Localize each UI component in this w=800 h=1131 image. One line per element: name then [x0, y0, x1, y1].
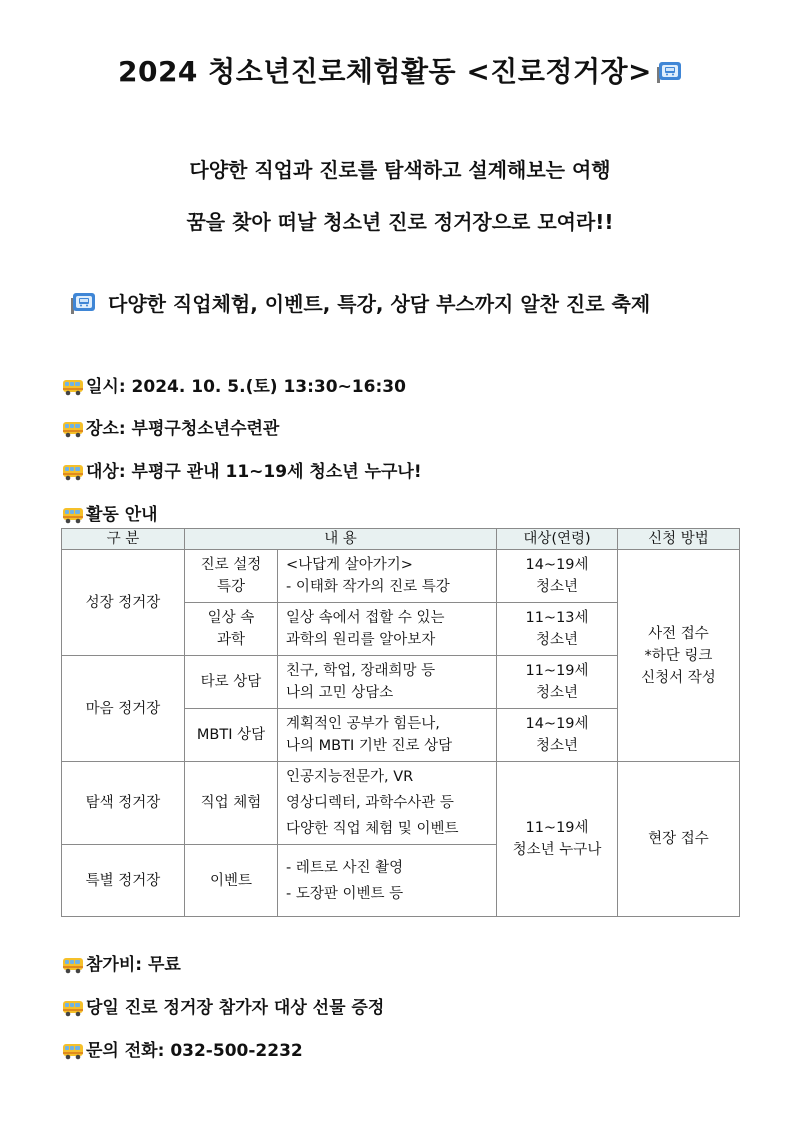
program-cell: MBTI 상담 — [185, 709, 278, 762]
activity-heading — [62, 500, 158, 525]
target-text: 대상: 부평구 관내 11~19세 청소년 누구나! — [86, 462, 422, 482]
apply-cell: 사전 접수 *하단 링크 신청서 작성 — [618, 550, 740, 762]
place-text: 장소: 부평구청소년수련관 — [86, 419, 280, 439]
age-cell: 11~13세 청소년 — [497, 603, 618, 656]
header-category: 구 분 — [62, 529, 185, 550]
age-cell: 11~19세 청소년 누구나 — [497, 762, 618, 917]
content-cell: 계획적인 공부가 힘든나, 나의 MBTI 기반 진로 상담 — [278, 709, 497, 762]
subtitle-1: 다양한 직업과 진로를 탐색하고 설계해보는 여행 — [189, 158, 611, 182]
header-apply: 신청 방법 — [618, 529, 740, 550]
age-cell: 11~19세 청소년 — [497, 656, 618, 709]
table-row — [62, 550, 740, 603]
bus-icon — [62, 506, 84, 524]
subtitle-2: 꿈을 찾아 떠날 청소년 진로 정거장으로 모여라!! — [186, 210, 614, 234]
apply-cell: 현장 접수 — [618, 762, 740, 917]
date-text: 일시: 2024. 10. 5.(토) 13:30~16:30 — [86, 377, 406, 397]
table-header-row — [62, 529, 740, 550]
bus-icon — [62, 420, 84, 438]
program-cell: 이벤트 — [185, 845, 278, 917]
table-row — [62, 762, 740, 845]
bus-icon — [62, 463, 84, 481]
bus-icon — [62, 378, 84, 396]
activity-heading-text: 활동 안내 — [86, 505, 158, 525]
category-cell: 탐색 정거장 — [62, 762, 185, 845]
content-cell: - 레트로 사진 촬영 - 도장판 이벤트 등 — [278, 845, 497, 917]
bus-icon — [62, 999, 84, 1017]
phone-text: 문의 전화: 032-500-2232 — [86, 1041, 303, 1061]
category-cell: 특별 정거장 — [62, 845, 185, 917]
bus-stop-icon — [656, 61, 682, 83]
bus-icon — [62, 956, 84, 974]
gift-text: 당일 진로 정거장 참가자 대상 선물 증정 — [86, 998, 385, 1018]
festival-text: 다양한 직업체험, 이벤트, 특강, 상담 부스까지 알찬 진로 축제 — [108, 292, 651, 316]
page-title — [0, 50, 800, 90]
fee-text: 참가비: 무료 — [86, 955, 181, 975]
title-text: 2024 청소년진로체험활동 <진로정거장> — [117, 55, 653, 88]
info-fee — [62, 950, 181, 975]
program-cell: 타로 상담 — [185, 656, 278, 709]
info-place — [62, 414, 279, 439]
category-cell: 성장 정거장 — [62, 550, 185, 656]
info-phone — [62, 1036, 303, 1061]
age-cell: 14~19세 청소년 — [497, 709, 618, 762]
content-cell: <나답게 살아가기> - 이태화 작가의 진로 특강 — [278, 550, 497, 603]
bus-icon — [62, 1042, 84, 1060]
program-cell: 직업 체험 — [185, 762, 278, 845]
info-target — [62, 457, 422, 482]
age-cell: 14~19세 청소년 — [497, 550, 618, 603]
bus-stop-icon — [70, 292, 96, 314]
activity-table — [61, 528, 740, 917]
content-cell: 친구, 학업, 장래희망 등 나의 고민 상담소 — [278, 656, 497, 709]
header-content: 내 용 — [185, 529, 497, 550]
info-gift — [62, 993, 384, 1018]
info-date — [62, 372, 406, 397]
festival-line — [70, 288, 650, 317]
content-cell: 인공지능전문가, VR 영상디렉터, 과학수사관 등 다양한 직업 체험 및 이벤트 — [278, 762, 497, 845]
program-cell: 진로 설정 특강 — [185, 550, 278, 603]
program-cell: 일상 속 과학 — [185, 603, 278, 656]
category-cell: 마음 정거장 — [62, 656, 185, 762]
header-age: 대상(연령) — [497, 529, 618, 550]
content-cell: 일상 속에서 접할 수 있는 과학의 원리를 알아보자 — [278, 603, 497, 656]
